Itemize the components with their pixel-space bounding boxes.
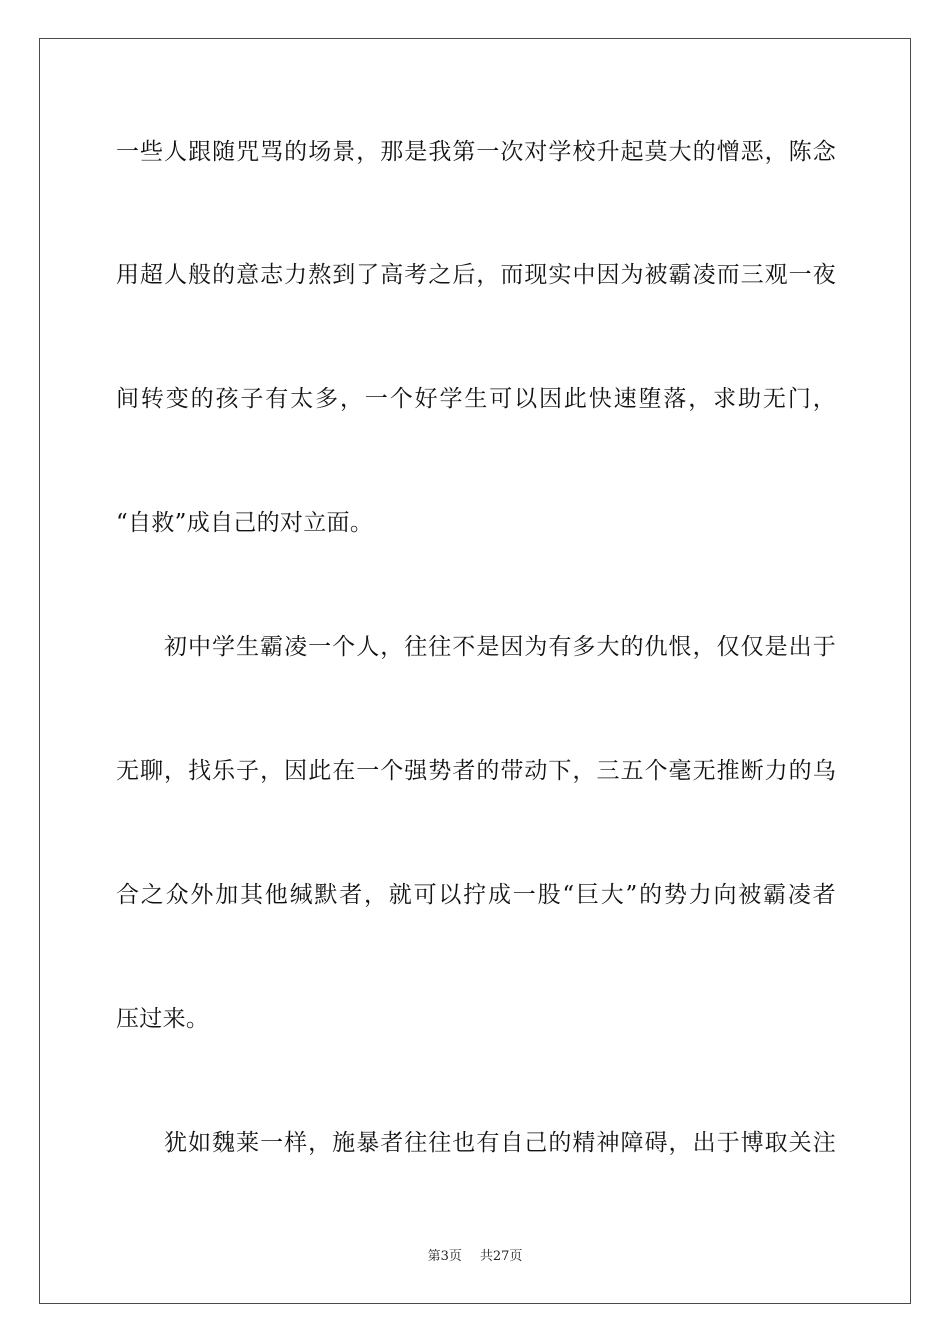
page-border	[39, 38, 911, 1304]
body-text-line-4: “自救”成自己的对立面。	[116, 510, 374, 536]
body-text-line-1: 一些人跟随咒骂的场景，那是我第一次对学校升起莫大的憎恶，陈念	[116, 139, 836, 165]
body-text-line-7: 合之众外加其他缄默者，就可以拧成一股“巨大”的势力向被霸凌者	[116, 882, 836, 908]
body-text-line-9: 犹如魏莱一样，施暴者往往也有自己的精神障碍，出于博取关注	[164, 1130, 836, 1156]
page-total: 共27页	[479, 1249, 523, 1264]
page-number: 第3页	[427, 1249, 462, 1264]
body-text-line-5: 初中学生霸凌一个人，往往不是因为有多大的仇恨，仅仅是出于	[164, 634, 836, 660]
body-text-line-2: 用超人般的意志力熬到了高考之后，而现实中因为被霸凌而三观一夜	[116, 262, 836, 288]
page-footer	[0, 1249, 950, 1265]
body-text-line-8: 压过来。	[116, 1006, 210, 1032]
body-text-line-3: 间转变的孩子有太多，一个好学生可以因此快速堕落，求助无门，	[116, 386, 836, 412]
body-text-line-6: 无聊，找乐子，因此在一个强势者的带动下，三五个毫无推断力的乌	[116, 758, 836, 784]
